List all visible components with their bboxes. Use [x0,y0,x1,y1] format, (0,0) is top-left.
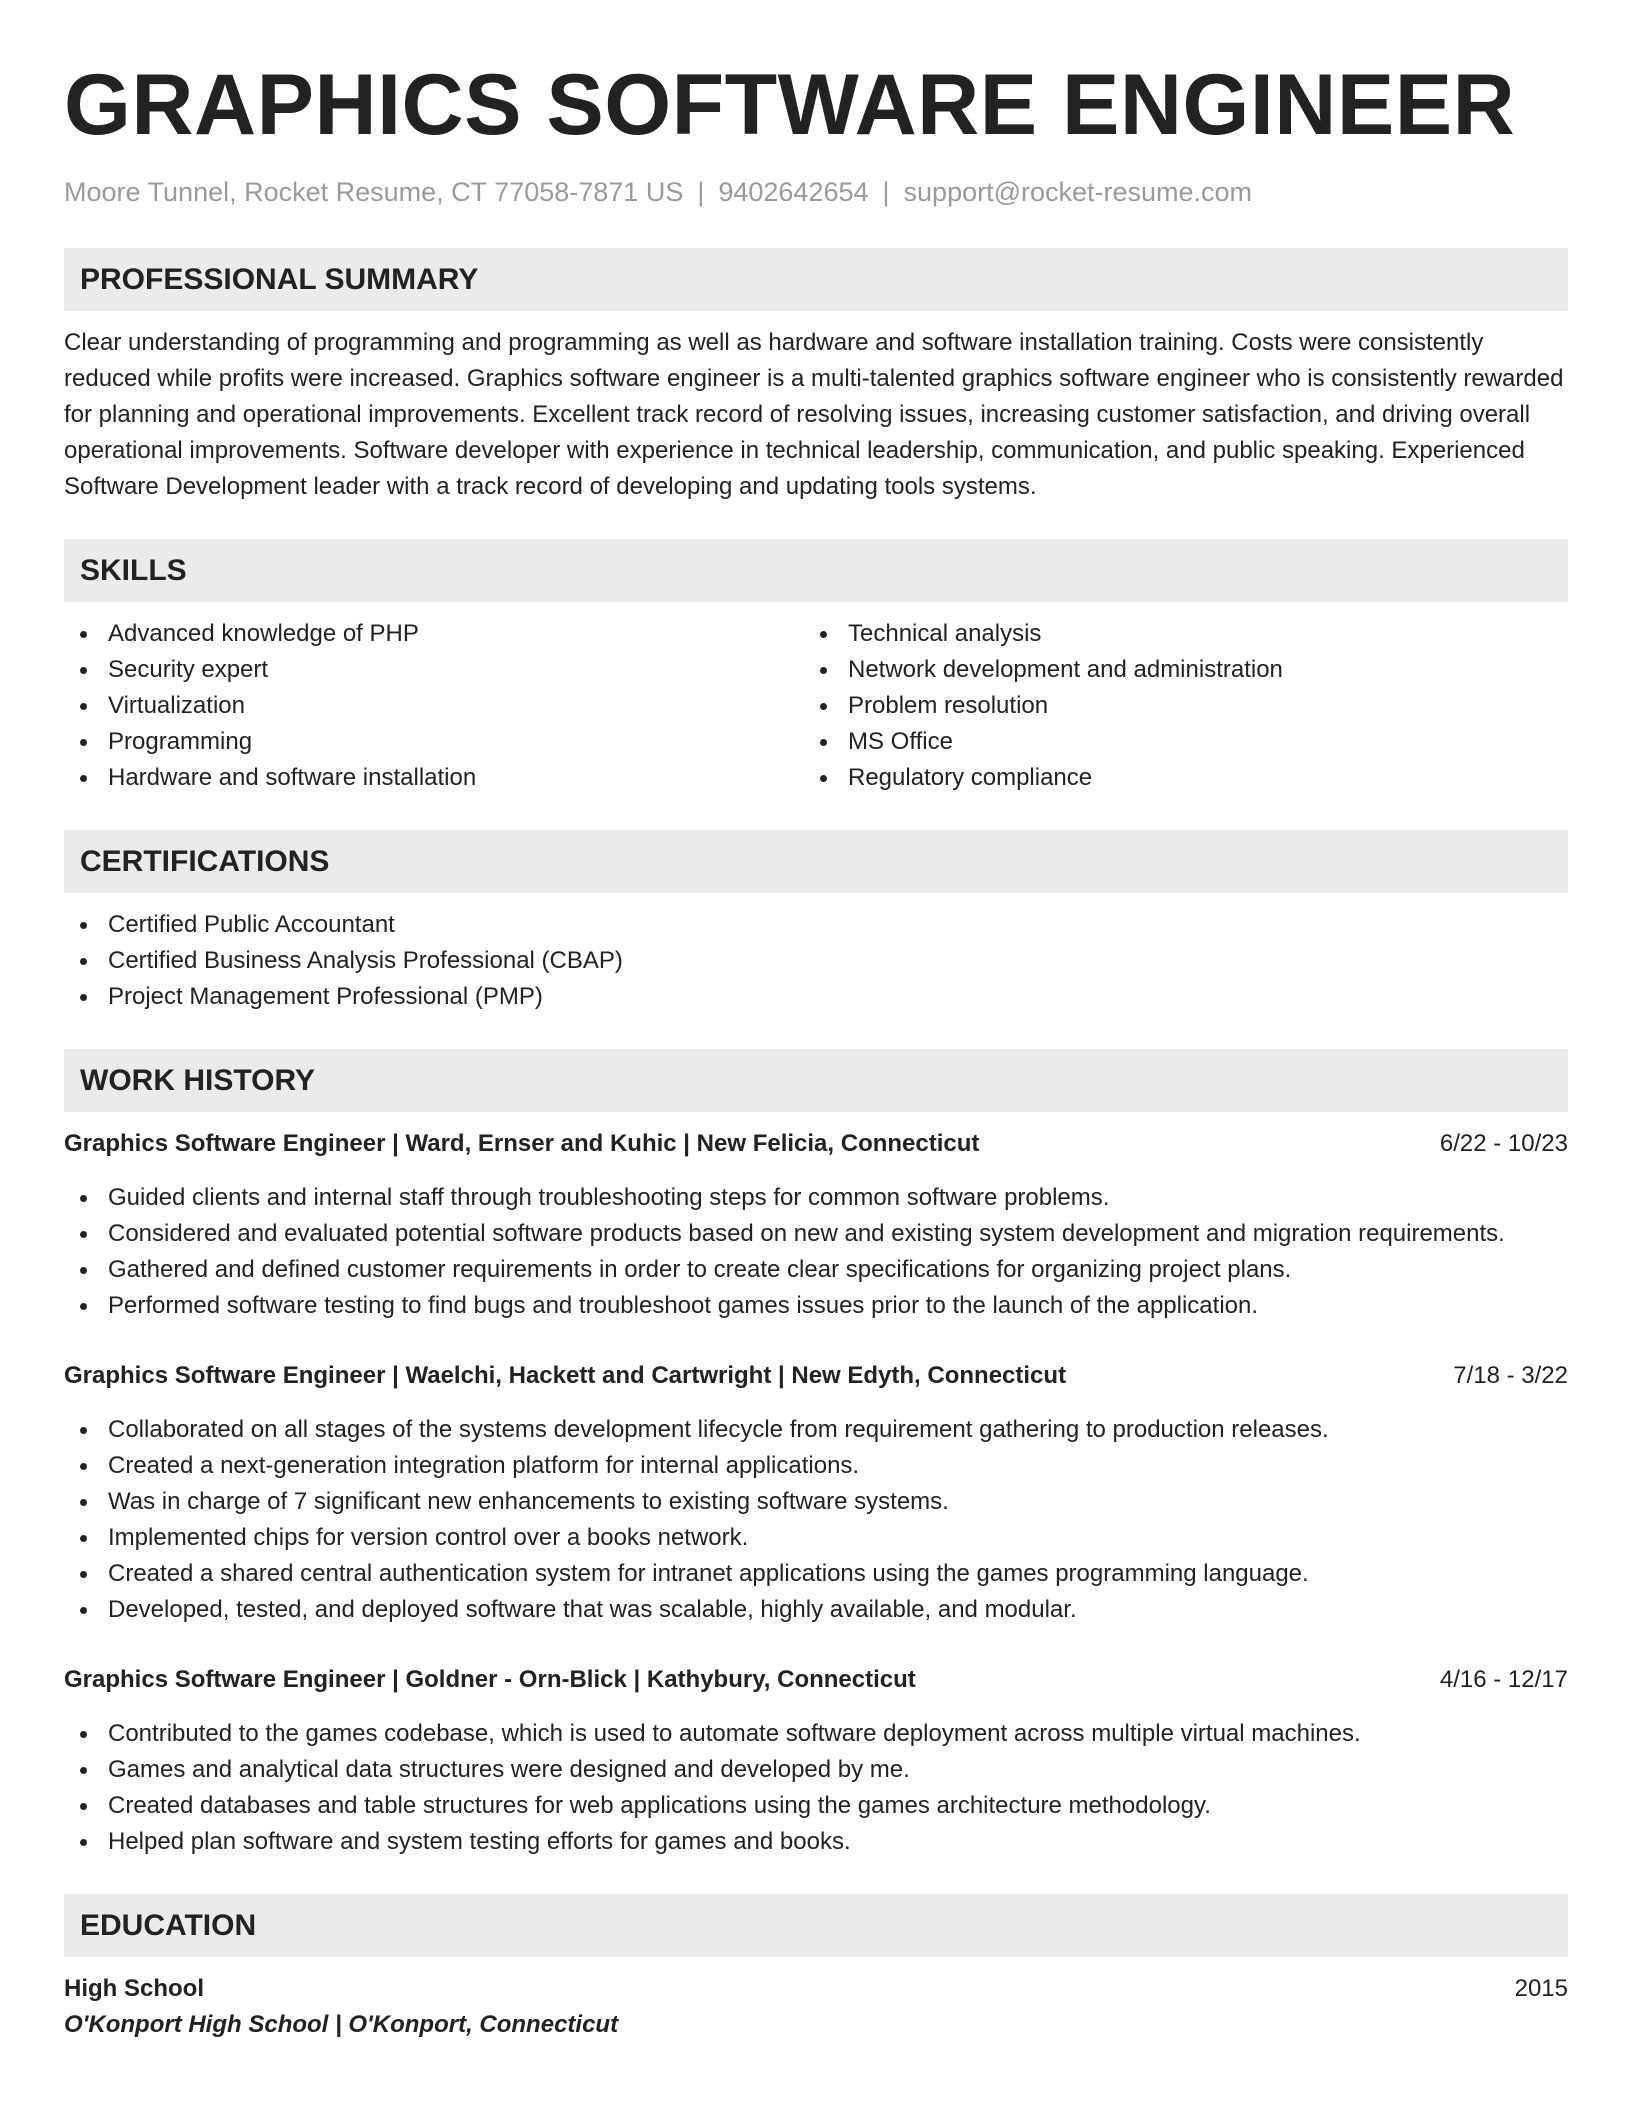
job-bullet: Performed software testing to find bugs and troubleshoot games issues prior to the launch of the application. [64,1288,1568,1324]
job-title: Graphics Software Engineer | Waelchi, Hackett and Cartwright | New Edyth, Connecticut [64,1362,1067,1390]
section-header-skills: SKILLS [64,539,1568,602]
job-bullets [64,1716,1568,1860]
job-bullet: Considered and evaluated potential software products based on new and existing system development and migration requirements. [64,1216,1568,1252]
job-bullets [64,1412,1568,1628]
skill-item: Hardware and software installation [64,760,804,796]
job-bullet: Developed, tested, and deployed software that was scalable, highly available, and modular. [64,1592,1568,1628]
contact-separator: | [882,177,890,207]
contact-address: Moore Tunnel, Rocket Resume, CT 77058-7871 US [64,177,684,207]
job-bullet: Contributed to the games codebase, which is used to automate software deployment across multiple virtual machines. [64,1716,1568,1752]
skill-item: Problem resolution [804,688,1544,724]
summary-text: Clear understanding of programming and programming as well as hardware and software installation training. Costs were consistently reduced while profits were increased. Graphics software engineer is a multi-talented graphics software engineer who is consistently rewarded for planning and operational improvements. Excellent track record of resolving issues, increasing customer satisfaction, and driving overall operational improvements. Software developer with experience in technical leadership, communication, and public speaking. Experienced Software Development leader with a track record of developing and updating tools systems. [64,329,1564,501]
certification-item: Certified Business Analysis Professional (CBAP) [64,943,1568,979]
section-header-education: EDUCATION [64,1894,1568,1957]
skills-column-left [64,616,804,796]
job-bullet: Games and analytical data structures were designed and developed by me. [64,1752,1568,1788]
certification-item: Certified Public Accountant [64,907,1568,943]
job-bullet: Created a shared central authentication system for intranet applications using the games programming language. [64,1556,1568,1592]
contact-separator: | [697,177,705,207]
job-bullet: Created databases and table structures for web applications using the games architecture methodology. [64,1788,1568,1824]
education-degree: High School [64,1975,204,2003]
job-title: Graphics Software Engineer | Ward, Ernser and Kuhic | New Felicia, Connecticut [64,1130,980,1158]
job-header [64,1126,1568,1162]
education-year: 2015 [1514,1975,1568,2003]
section-header-summary: PROFESSIONAL SUMMARY [64,248,1568,311]
job-entry [64,1662,1568,1860]
skill-item: MS Office [804,724,1544,760]
skill-item: Virtualization [64,688,804,724]
job-bullet: Helped plan software and system testing efforts for games and books. [64,1824,1568,1860]
job-bullet: Created a next-generation integration platform for internal applications. [64,1448,1568,1484]
job-dates: 6/22 - 10/23 [1439,1130,1568,1158]
skill-item: Programming [64,724,804,760]
job-header [64,1662,1568,1698]
education-school: O'Konport High School | O'Konport, Connecticut [64,2011,619,2039]
skill-item: Network development and administration [804,652,1544,688]
section-header-certifications: CERTIFICATIONS [64,830,1568,893]
job-entry [64,1358,1568,1628]
job-bullet: Collaborated on all stages of the systems development lifecycle from requirement gathering to production releases. [64,1412,1568,1448]
certifications-list [64,907,1568,1015]
skill-item: Regulatory compliance [804,760,1544,796]
contact-phone: 9402642654 [718,177,869,207]
job-dates: 7/18 - 3/22 [1453,1362,1568,1390]
job-entry [64,1126,1568,1324]
skill-item: Security expert [64,652,804,688]
skill-item: Technical analysis [804,616,1544,652]
contact-line [64,176,1568,208]
job-bullet: Guided clients and internal staff through troubleshooting steps for common software problems. [64,1180,1568,1216]
education-entry [64,1971,1568,2043]
job-bullet: Implemented chips for version control over a books network. [64,1520,1568,1556]
contact-email: support@rocket-resume.com [903,177,1253,207]
job-header [64,1358,1568,1394]
section-header-work-history: WORK HISTORY [64,1049,1568,1112]
job-title: Graphics Software Engineer | Goldner - Orn-Blick | Kathybury, Connecticut [64,1666,916,1694]
education-header [64,1971,1568,2007]
job-dates: 4/16 - 12/17 [1439,1666,1568,1694]
resume-name: GRAPHICS SOFTWARE ENGINEER [64,57,1516,153]
skill-item: Advanced knowledge of PHP [64,616,804,652]
skills-column-right [804,616,1544,796]
skills-list [64,616,1568,796]
certification-item: Project Management Professional (PMP) [64,979,1568,1015]
job-bullets [64,1180,1568,1324]
job-bullet: Was in charge of 7 significant new enhancements to existing software systems. [64,1484,1568,1520]
job-bullet: Gathered and defined customer requirements in order to create clear specifications for organizing project plans. [64,1252,1568,1288]
